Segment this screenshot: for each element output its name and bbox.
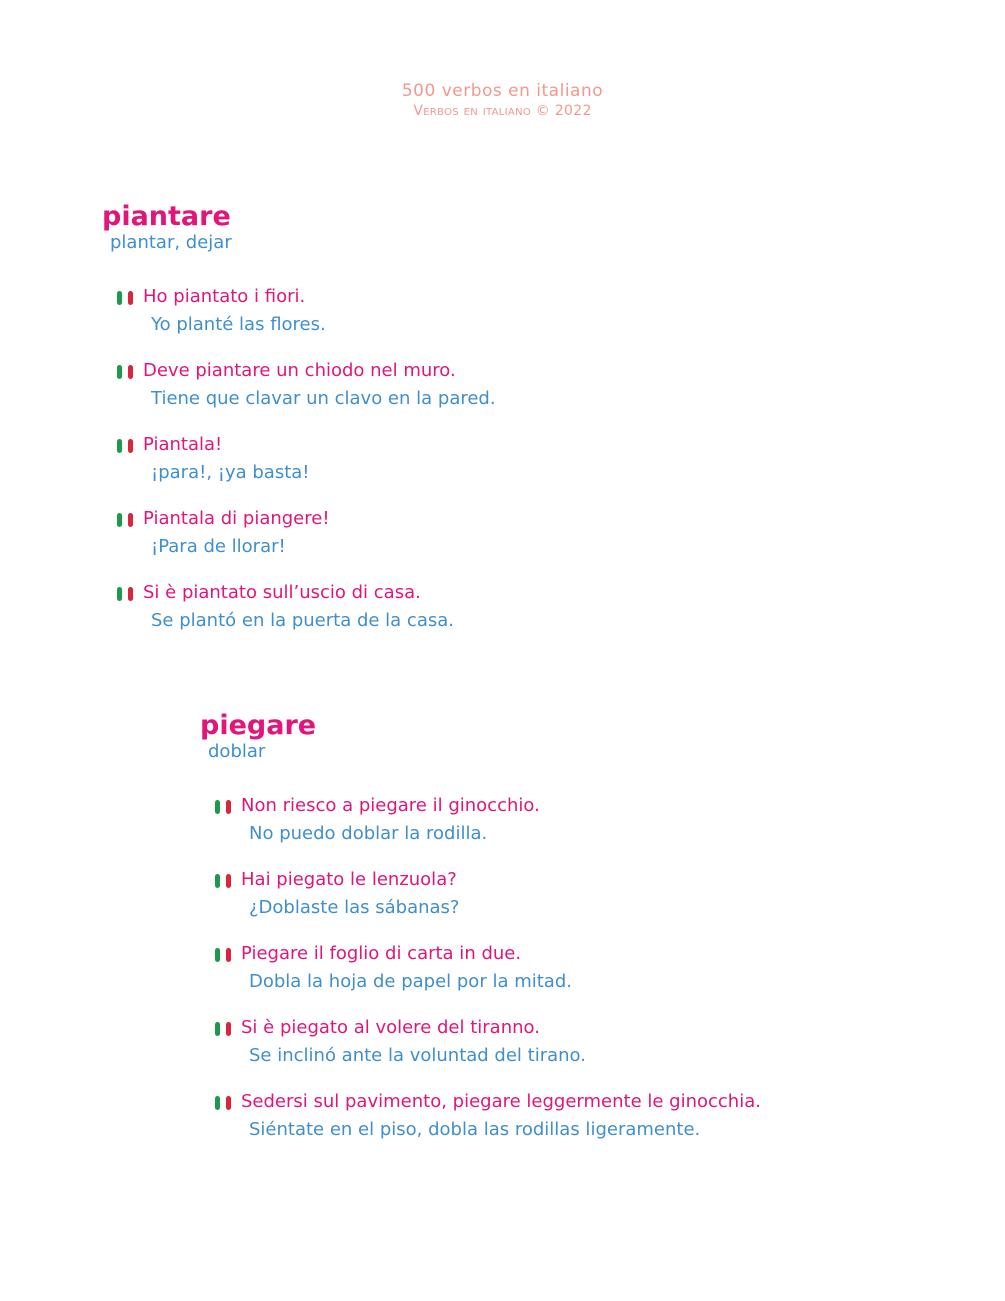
verb-translation: plantar, dejar — [110, 232, 232, 253]
verb-headword: piantare — [102, 201, 231, 232]
italian-flag-icon — [116, 364, 134, 380]
example-italian: Piegare il foglio di carta in due. — [241, 943, 522, 964]
example-italian: Non riesco a piegare il ginocchio. — [241, 795, 540, 816]
example-spanish: Dobla la hoja de papel por la mitad. — [249, 971, 572, 992]
italian-flag-icon — [116, 290, 134, 306]
page-header — [0, 80, 1005, 120]
book-title: 500 verbos en italiano — [401, 81, 604, 101]
example-italian: Piantala di piangere! — [143, 508, 330, 529]
example-spanish: Se plantó en la puerta de la casa. — [151, 610, 454, 631]
verb-headword: piegare — [200, 710, 317, 741]
example-spanish: Se inclinó ante la voluntad del tirano. — [249, 1045, 586, 1066]
example-item — [116, 432, 310, 506]
example-item — [214, 941, 572, 1015]
example-spanish: Yo planté las flores. — [151, 314, 326, 335]
example-italian: Sedersi sul pavimento, piegare leggermente le ginocchia. — [241, 1091, 761, 1112]
example-spanish: ¡Para de llorar! — [151, 536, 286, 557]
italian-flag-icon — [116, 512, 134, 528]
example-list — [214, 793, 761, 1163]
example-item — [116, 506, 330, 580]
example-spanish: Tiene que clavar un clavo en la pared. — [151, 388, 496, 409]
example-item — [116, 358, 496, 432]
example-italian: Si è piantato sull’uscio di casa. — [143, 582, 421, 603]
example-spanish: Siéntate en el piso, dobla las rodillas ligeramente. — [249, 1119, 701, 1140]
example-spanish: ¿Doblaste las sábanas? — [249, 897, 460, 918]
verb-entry-piegare — [200, 710, 761, 1163]
example-italian: Piantala! — [143, 434, 223, 455]
example-italian: Si è piegato al volere del tiranno. — [241, 1017, 540, 1038]
verb-entry-piantare — [102, 201, 496, 654]
example-item — [116, 580, 454, 654]
example-item — [214, 1089, 761, 1163]
example-item — [214, 1015, 586, 1089]
example-italian: Ho piantato i fiori. — [143, 286, 306, 307]
example-italian: Hai piegato le lenzuola? — [241, 869, 457, 890]
italian-flag-icon — [116, 438, 134, 454]
example-item — [116, 284, 326, 358]
example-spanish: ¡para!, ¡ya basta! — [151, 462, 310, 483]
example-italian: Deve piantare un chiodo nel muro. — [143, 360, 456, 381]
italian-flag-icon — [116, 586, 134, 602]
example-spanish: No puedo doblar la rodilla. — [249, 823, 488, 844]
example-item — [214, 793, 540, 867]
italian-flag-icon — [214, 1095, 232, 1111]
italian-flag-icon — [214, 799, 232, 815]
italian-flag-icon — [214, 873, 232, 889]
example-item — [214, 867, 460, 941]
verb-translation: doblar — [208, 741, 266, 762]
example-list — [116, 284, 496, 654]
italian-flag-icon — [214, 947, 232, 963]
book-subtitle: Verbos en italiano © 2022 — [413, 103, 592, 119]
italian-flag-icon — [214, 1021, 232, 1037]
